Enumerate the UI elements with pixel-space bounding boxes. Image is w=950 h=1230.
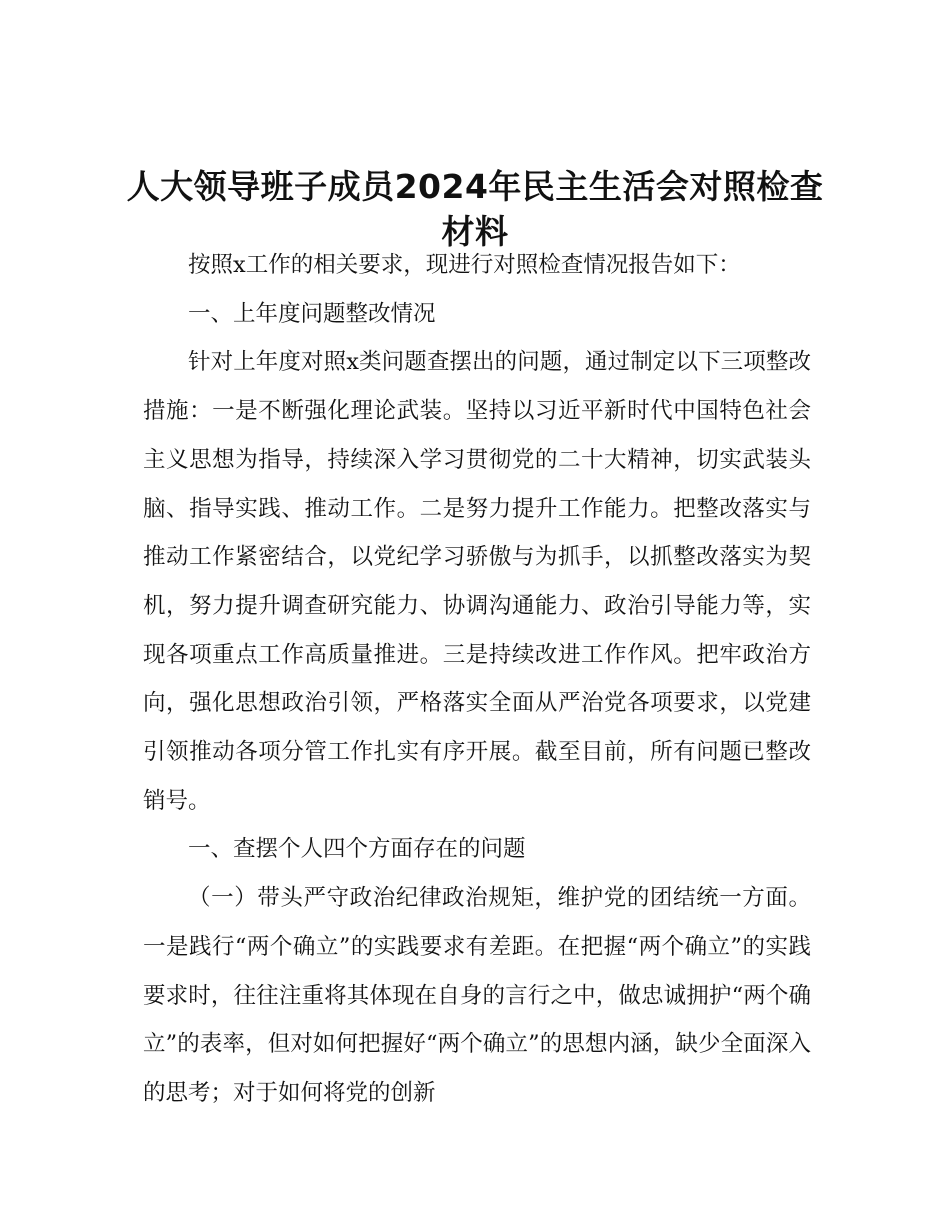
intro-paragraph: 按照x工作的相关要求，现进行对照检查情况报告如下： xyxy=(188,252,741,278)
rectification-paragraph: 针对上年度对照x类问题查摆出的问题，通过制定以下三项整改措施：一是不断强化理论武装。坚持以习近平新时代中国特色社会主义思想为指导，持续深入学习贯彻党的二十大精神，切实武装头脑、指导实践、推动工作。二是努力提升工作能力。把整改落实与推动工作紧密结合，以党纪学习骄傲与为抓手，以抓整改落实为契机，努力提升调查研究能力、协调沟通能力、政治引导能力等，实现各项重点工作高质量推进。三是持续改进工作作风。把牢政治方向，强化思想政治引领，严格落实全面从严治党各项要求，以党建引领推动各项分管工作扎实有序开展。截至目前，所有问题已整改销号。 xyxy=(143,349,811,814)
document-body xyxy=(143,241,811,1118)
section-heading-problems: 一、查摆个人四个方面存在的问题 xyxy=(188,836,526,863)
section-heading-rectification: 一、上年度问题整改情况 xyxy=(188,300,436,327)
problem-paragraph-political-discipline: （一）带头严守政治纪律政治规矩，维护党的团结统一方面。一是践行“两个确立”的实践要求有差距。在把握“两个确立”的实践要求时，往往注重将其体现在自身的言行之中，做忠诚拥护“两个确立”的表率，但对如何把握好“两个确立”的思想内涵，缺少全面深入的思考；对于如何将党的创新 xyxy=(143,885,811,1106)
document-title: 人大领导班子成员2024年民主生活会对照检查材料 xyxy=(126,167,824,251)
